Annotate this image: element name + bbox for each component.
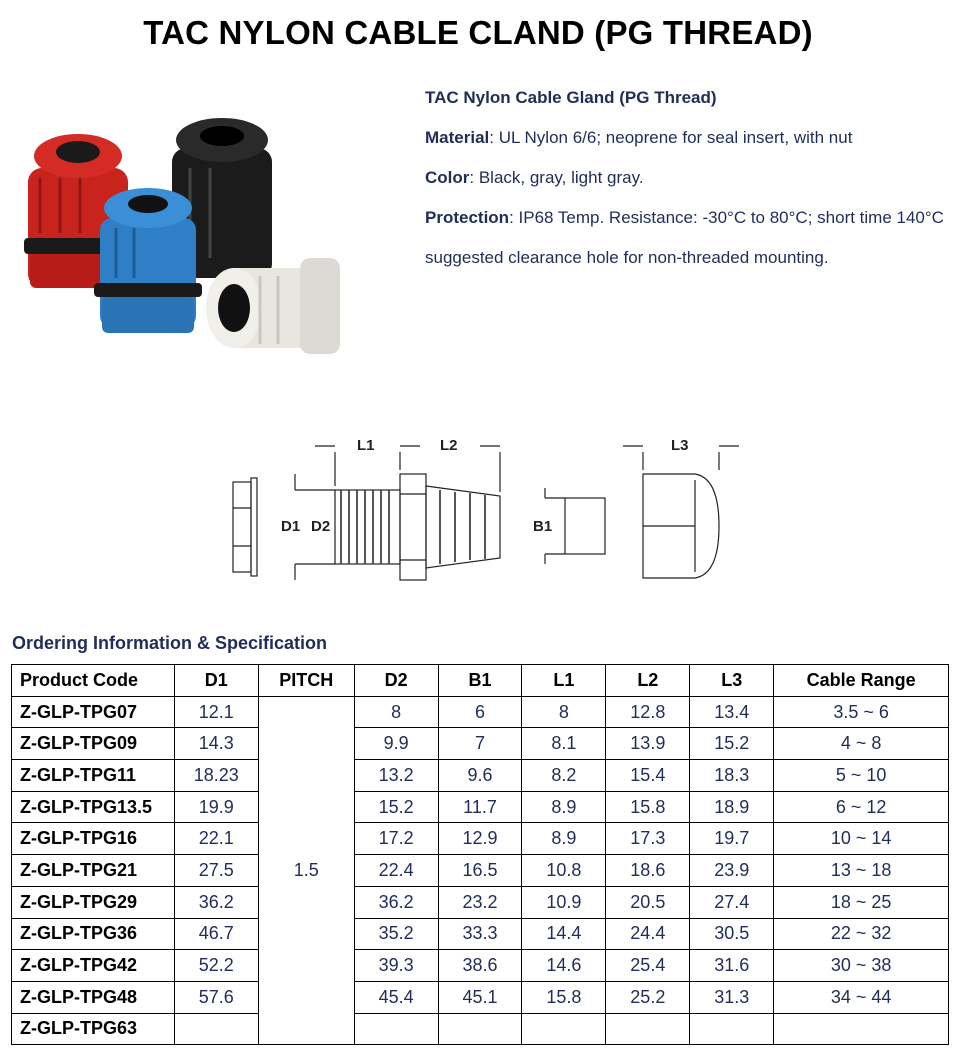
cell-l2: 13.9 <box>606 728 690 760</box>
cell-l3: 18.3 <box>690 760 774 792</box>
cell-d2: 9.9 <box>354 728 438 760</box>
cell-range <box>774 1013 949 1045</box>
cell-b1: 23.2 <box>438 886 522 918</box>
protection-label: Protection <box>425 208 510 227</box>
b1-label: B1 <box>533 518 553 535</box>
cell-d1: 52.2 <box>174 950 258 982</box>
cell-code: Z-GLP-TPG21 <box>12 855 175 887</box>
cell-l1: 8.9 <box>522 791 606 823</box>
cell-l1: 8.9 <box>522 823 606 855</box>
table-row <box>12 855 949 887</box>
cell-range: 10 ~ 14 <box>774 823 949 855</box>
cell-code: Z-GLP-TPG11 <box>12 760 175 792</box>
color-label: Color <box>425 168 470 187</box>
cell-l1: 14.6 <box>522 950 606 982</box>
cell-d1: 22.1 <box>174 823 258 855</box>
specification-table <box>11 664 949 1045</box>
cell-d2: 45.4 <box>354 981 438 1013</box>
cell-l1: 10.9 <box>522 886 606 918</box>
table-row <box>12 791 949 823</box>
cell-d1: 36.2 <box>174 886 258 918</box>
cell-l3: 23.9 <box>690 855 774 887</box>
cell-l3: 31.6 <box>690 950 774 982</box>
cell-code: Z-GLP-TPG48 <box>12 981 175 1013</box>
cell-l2: 25.2 <box>606 981 690 1013</box>
cell-code: Z-GLP-TPG13.5 <box>12 791 175 823</box>
table-row <box>12 728 949 760</box>
table-row <box>12 823 949 855</box>
cell-b1: 7 <box>438 728 522 760</box>
table-row <box>12 918 949 950</box>
cell-l2: 20.5 <box>606 886 690 918</box>
cell-d2 <box>354 1013 438 1045</box>
cell-l2: 15.4 <box>606 760 690 792</box>
cell-d1 <box>174 1013 258 1045</box>
material-value: : UL Nylon 6/6; neoprene for seal insert, with nut <box>489 128 853 147</box>
cell-b1: 9.6 <box>438 760 522 792</box>
cell-b1: 12.9 <box>438 823 522 855</box>
protection-line <box>425 198 945 278</box>
cell-b1 <box>438 1013 522 1045</box>
cell-d1: 19.9 <box>174 791 258 823</box>
col-header-l1: L1 <box>522 665 606 697</box>
cell-d2: 35.2 <box>354 918 438 950</box>
cell-b1: 33.3 <box>438 918 522 950</box>
material-line <box>425 118 945 158</box>
table-row <box>12 760 949 792</box>
cell-l1: 8.2 <box>522 760 606 792</box>
cell-d1: 46.7 <box>174 918 258 950</box>
cell-l2: 17.3 <box>606 823 690 855</box>
cell-code: Z-GLP-TPG16 <box>12 823 175 855</box>
cell-d2: 39.3 <box>354 950 438 982</box>
cell-b1: 11.7 <box>438 791 522 823</box>
cell-l2 <box>606 1013 690 1045</box>
cell-d2: 15.2 <box>354 791 438 823</box>
col-header-cable-range: Cable Range <box>774 665 949 697</box>
cell-l3: 19.7 <box>690 823 774 855</box>
d2-label: D2 <box>311 518 331 535</box>
cell-l2: 24.4 <box>606 918 690 950</box>
cell-b1: 16.5 <box>438 855 522 887</box>
pitch-cell: 1.5 <box>258 696 354 1045</box>
col-header-pitch: PITCH <box>258 665 354 697</box>
material-label: Material <box>425 128 490 147</box>
cell-range: 13 ~ 18 <box>774 855 949 887</box>
cell-code: Z-GLP-TPG07 <box>12 696 175 728</box>
cell-d2: 8 <box>354 696 438 728</box>
d1-label: D1 <box>281 518 301 535</box>
col-header-d2: D2 <box>354 665 438 697</box>
cell-range: 3.5 ~ 6 <box>774 696 949 728</box>
cell-d2: 17.2 <box>354 823 438 855</box>
cell-b1: 38.6 <box>438 950 522 982</box>
cell-d1: 57.6 <box>174 981 258 1013</box>
table-row <box>12 696 949 728</box>
cell-b1: 6 <box>438 696 522 728</box>
cell-range: 34 ~ 44 <box>774 981 949 1013</box>
cell-l3: 27.4 <box>690 886 774 918</box>
cell-d1: 12.1 <box>174 696 258 728</box>
cell-l3: 15.2 <box>690 728 774 760</box>
color-line <box>425 158 945 198</box>
cell-l3: 13.4 <box>690 696 774 728</box>
cell-d2: 22.4 <box>354 855 438 887</box>
cell-d1: 27.5 <box>174 855 258 887</box>
l3-label: L3 <box>671 437 689 454</box>
cell-l1: 8.1 <box>522 728 606 760</box>
cell-l2: 12.8 <box>606 696 690 728</box>
cable-gland-product-photo <box>20 108 360 358</box>
cell-code: Z-GLP-TPG42 <box>12 950 175 982</box>
cell-range: 6 ~ 12 <box>774 791 949 823</box>
cell-l3: 30.5 <box>690 918 774 950</box>
cell-l1: 14.4 <box>522 918 606 950</box>
cell-code: Z-GLP-TPG63 <box>12 1013 175 1045</box>
light-gray-gland <box>206 258 340 354</box>
col-header-product-code: Product Code <box>12 665 175 697</box>
cell-l2: 25.4 <box>606 950 690 982</box>
col-header-l3: L3 <box>690 665 774 697</box>
description-heading: TAC Nylon Cable Gland (PG Thread) <box>425 88 717 107</box>
blue-gland <box>94 188 202 333</box>
table-row <box>12 886 949 918</box>
color-value: : Black, gray, light gray. <box>469 168 644 187</box>
table-row <box>12 1013 949 1045</box>
dimension-drawing <box>225 430 755 590</box>
cell-range: 18 ~ 25 <box>774 886 949 918</box>
l1-label: L1 <box>357 437 375 454</box>
col-header-b1: B1 <box>438 665 522 697</box>
cell-code: Z-GLP-TPG36 <box>12 918 175 950</box>
table-header-row <box>12 665 949 697</box>
cell-l3: 31.3 <box>690 981 774 1013</box>
cell-l2: 15.8 <box>606 791 690 823</box>
cell-l1: 10.8 <box>522 855 606 887</box>
cell-range: 30 ~ 38 <box>774 950 949 982</box>
cell-l2: 18.6 <box>606 855 690 887</box>
cell-d1: 18.23 <box>174 760 258 792</box>
table-row <box>12 950 949 982</box>
page-title: TAC NYLON CABLE CLAND (PG THREAD) <box>143 14 813 51</box>
cell-d2: 36.2 <box>354 886 438 918</box>
cell-l1: 15.8 <box>522 981 606 1013</box>
cell-l3 <box>690 1013 774 1045</box>
cell-l1 <box>522 1013 606 1045</box>
cell-range: 4 ~ 8 <box>774 728 949 760</box>
cell-code: Z-GLP-TPG09 <box>12 728 175 760</box>
cell-d2: 13.2 <box>354 760 438 792</box>
col-header-d1: D1 <box>174 665 258 697</box>
cell-b1: 45.1 <box>438 981 522 1013</box>
section-title: Ordering Information & Specification <box>12 633 328 653</box>
l2-label: L2 <box>440 437 458 454</box>
cell-code: Z-GLP-TPG29 <box>12 886 175 918</box>
protection-value: : IP68 Temp. Resistance: -30°C to 80°C; short time 140°C suggested clearance hole for non-threaded mounting. <box>425 208 944 267</box>
cell-d1: 14.3 <box>174 728 258 760</box>
product-description <box>425 78 945 278</box>
cell-l3: 18.9 <box>690 791 774 823</box>
table-row <box>12 981 949 1013</box>
col-header-l2: L2 <box>606 665 690 697</box>
cell-l1: 8 <box>522 696 606 728</box>
cell-range: 22 ~ 32 <box>774 918 949 950</box>
cell-range: 5 ~ 10 <box>774 760 949 792</box>
